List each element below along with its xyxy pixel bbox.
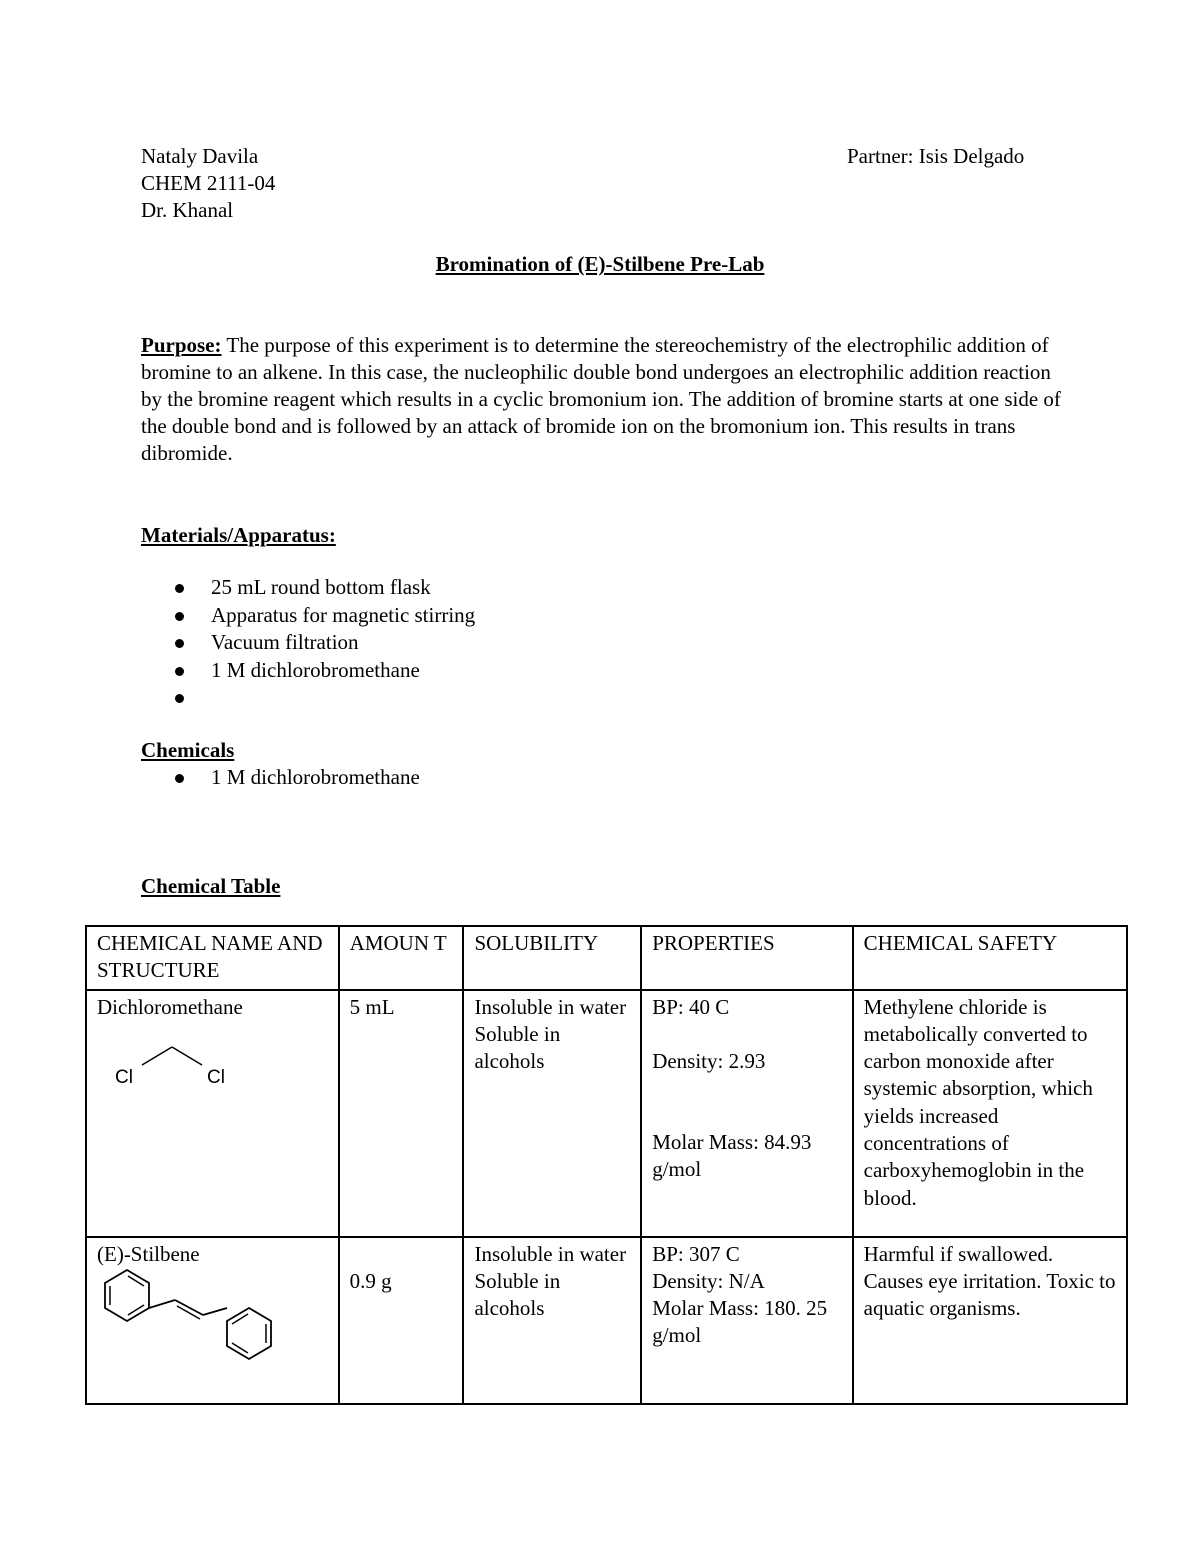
safety-cell: Harmful if swallowed. Causes eye irritation. Toxic to aquatic organisms. [853,1237,1127,1404]
materials-heading: Materials/Apparatus: [141,523,336,547]
solubility-cell: Insoluble in water Soluble in alcohols [463,1237,641,1404]
list-item: 25 mL round bottom flask [141,574,475,602]
chemical-name: Dichloromethane [97,994,243,1019]
list-item: Vacuum filtration [141,629,475,657]
list-item: 1 M dichlorobromethane [141,657,475,685]
table-header-row [86,926,1127,990]
column-header: AMOUN T [339,926,464,990]
course-code: CHEM 2111-04 [141,171,276,195]
materials-list [141,574,475,712]
dichloromethane-structure [97,1025,257,1095]
column-header: PROPERTIES [641,926,852,990]
stilbene-structure [97,1268,287,1368]
chemical-table [85,925,1128,1405]
bullet-icon [175,584,184,593]
chemicals-list [141,764,420,792]
bullet-icon [175,694,184,703]
partner-name: Partner: Isis Delgado [847,144,1025,168]
bullet-icon [175,667,184,676]
bullet-icon [175,639,184,648]
properties-cell: BP: 40 C Density: 2.93 Molar Mass: 84.93 g/mol [641,990,852,1237]
purpose-label: Purpose: [141,333,222,357]
properties-cell: BP: 307 C Density: N/A Molar Mass: 180. 25 g/mol [641,1237,852,1404]
amount-cell: 5 mL [339,990,464,1237]
chlorine-label: Cl [207,1066,225,1088]
table-row [86,990,1127,1237]
student-name: Nataly Davila [141,144,259,168]
student-info [141,143,275,224]
chemical-table-heading: Chemical Table [141,874,281,898]
purpose-paragraph [141,332,1071,467]
chemicals-heading: Chemicals [141,738,235,762]
column-header: SOLUBILITY [463,926,641,990]
safety-cell: Methylene chloride is metabolically converted to carbon monoxide after systemic absorption, which yields increased concentrations of carboxyhemoglobin in the blood. [853,990,1127,1237]
instructor-name: Dr. Khanal [141,198,234,222]
chlorine-label: Cl [115,1066,133,1088]
page-title: Bromination of (E)-Stilbene Pre-Lab [435,252,765,276]
chemical-name-cell [86,990,339,1237]
amount-cell: 0.9 g [339,1237,464,1404]
list-item: Apparatus for magnetic stirring [141,602,475,630]
chemical-name-cell [86,1237,339,1404]
bullet-icon [175,612,184,621]
bullet-icon [175,774,184,783]
column-header: CHEMICAL NAME AND STRUCTURE [86,926,339,990]
chemical-name: (E)-Stilbene [97,1241,200,1266]
table-row [86,1237,1127,1404]
list-item [141,684,475,712]
solubility-cell: Insoluble in water Soluble in alcohols [463,990,641,1237]
purpose-text: The purpose of this experiment is to determine the stereochemistry of the electrophilic addition of bromine to an alkene. In this case, the nucleophilic double bond undergoes an electrophilic addition reaction by the bromine reagent which results in a cyclic bromonium ion. The addition of bromine starts at one side of the double bond and is followed by an attack of bromide ion on the bromonium ion. This results in trans dibromide. [141,333,1061,465]
column-header: CHEMICAL SAFETY [853,926,1127,990]
list-item: 1 M dichlorobromethane [141,764,420,792]
